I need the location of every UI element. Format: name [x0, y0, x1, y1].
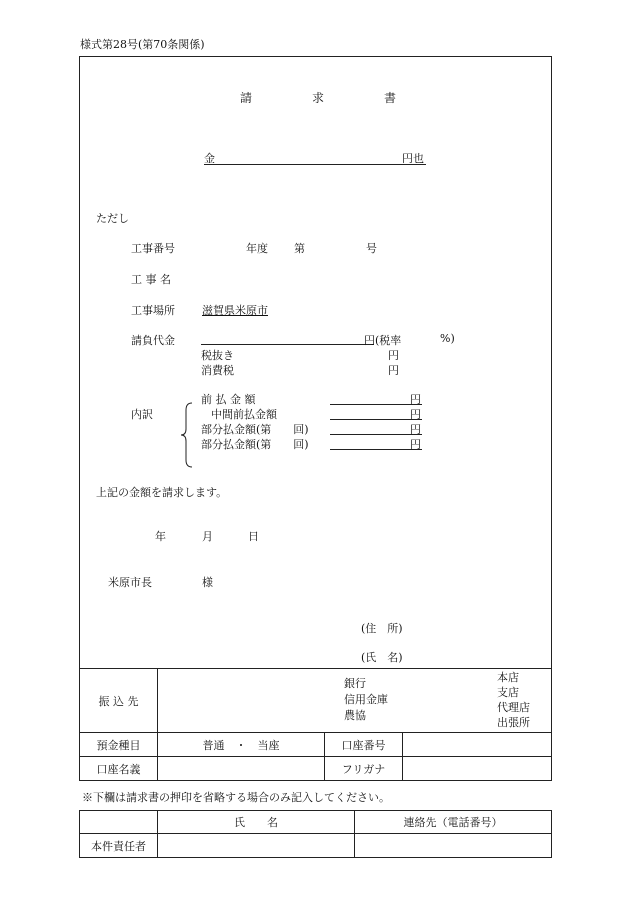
- bank-type: 農協: [344, 709, 366, 722]
- shohizei-yen: 円: [388, 364, 399, 377]
- responsible-label: 本件責任者: [91, 839, 146, 853]
- uchiwake-underline: [330, 419, 422, 420]
- brace-icon: [180, 402, 194, 468]
- zeinuki-yen: 円: [388, 349, 399, 362]
- ukeoi-label: 請負代金: [131, 334, 175, 347]
- koji-basho-label: 工事場所: [131, 304, 175, 317]
- table-rule: [402, 732, 403, 780]
- bank-types: [344, 676, 388, 724]
- yokin-label: 預金種目: [96, 738, 141, 752]
- sender-name-label: (氏 名): [361, 651, 403, 664]
- title-char: 求: [311, 91, 324, 105]
- dai-label: 第: [294, 242, 305, 255]
- furikomi-label: 振 込 先: [98, 694, 139, 708]
- uchiwake-item: 部分払金額(第 回): [201, 423, 309, 436]
- form-code: 様式第28号(第70条関係): [80, 38, 205, 51]
- furigana-label: フリガナ: [341, 762, 386, 776]
- uchiwake-underline: [330, 434, 422, 435]
- bank-type: 信用金庫: [344, 693, 388, 706]
- koji-bango-label: 工事番号: [131, 242, 175, 255]
- amount-suffix: 円也: [402, 152, 424, 165]
- uchiwake-underline: [330, 404, 422, 405]
- title-char: 書: [383, 91, 396, 105]
- uchiwake-label: 内訳: [131, 408, 153, 421]
- table-rule: [157, 668, 158, 780]
- note-text: ※下欄は請求書の押印を省略する場合のみ記入してください。: [82, 791, 390, 804]
- date-day: 日: [248, 530, 259, 543]
- shohizei-label: 消費税: [201, 364, 234, 377]
- uchiwake-yen: 円: [410, 408, 421, 421]
- date-year: 年: [155, 530, 166, 543]
- branch-types: [497, 670, 530, 730]
- tadashi-label: ただし: [96, 212, 129, 225]
- uchiwake-yen: 円: [410, 393, 421, 406]
- branch-type: 本店: [497, 671, 519, 684]
- title-char: 請: [239, 91, 252, 105]
- uchiwake-item: 中間前払金額: [211, 408, 277, 421]
- koji-mei-label: 工 事 名: [131, 273, 171, 286]
- branch-type: 代理店: [497, 701, 530, 714]
- koza-meigi-label: 口座名義: [96, 762, 141, 776]
- branch-type: 支店: [497, 686, 519, 699]
- uchiwake-yen: 円: [410, 423, 421, 436]
- contact-header: 連絡先（電話番号）: [403, 816, 503, 829]
- page-title: [210, 89, 426, 106]
- ukeoi-percent: %): [440, 332, 455, 345]
- branch-type: 出張所: [497, 716, 530, 729]
- go-label: 号: [366, 242, 377, 255]
- bank-type: 銀行: [344, 677, 366, 690]
- uchiwake-yen: 円: [410, 438, 421, 451]
- amount-prefix: 金: [204, 152, 215, 165]
- sender-address-label: (住 所): [361, 622, 403, 635]
- ukeoi-underline: [201, 344, 374, 345]
- uchiwake-item: 前 払 金 額: [201, 393, 256, 406]
- uchiwake-underline: [330, 449, 422, 450]
- addressee-name: 米原市長: [108, 576, 152, 589]
- addressee-sama: 様: [202, 576, 213, 589]
- zeinuki-label: 税抜き: [201, 349, 234, 362]
- name-header: 氏 名: [234, 816, 278, 829]
- yokin-value: 普通 ・ 当座: [202, 738, 280, 752]
- date-month: 月: [202, 530, 213, 543]
- koji-basho-value: 滋賀県米原市: [202, 304, 268, 317]
- nendo-label: 年度: [246, 242, 268, 255]
- ukeoi-yen: 円(税率: [364, 334, 402, 347]
- amount-underline: [204, 164, 426, 165]
- uchiwake-item: 部分払金額(第 回): [201, 438, 309, 451]
- statement-text: 上記の金額を請求します。: [96, 486, 228, 499]
- koza-bango-label: 口座番号: [341, 738, 386, 752]
